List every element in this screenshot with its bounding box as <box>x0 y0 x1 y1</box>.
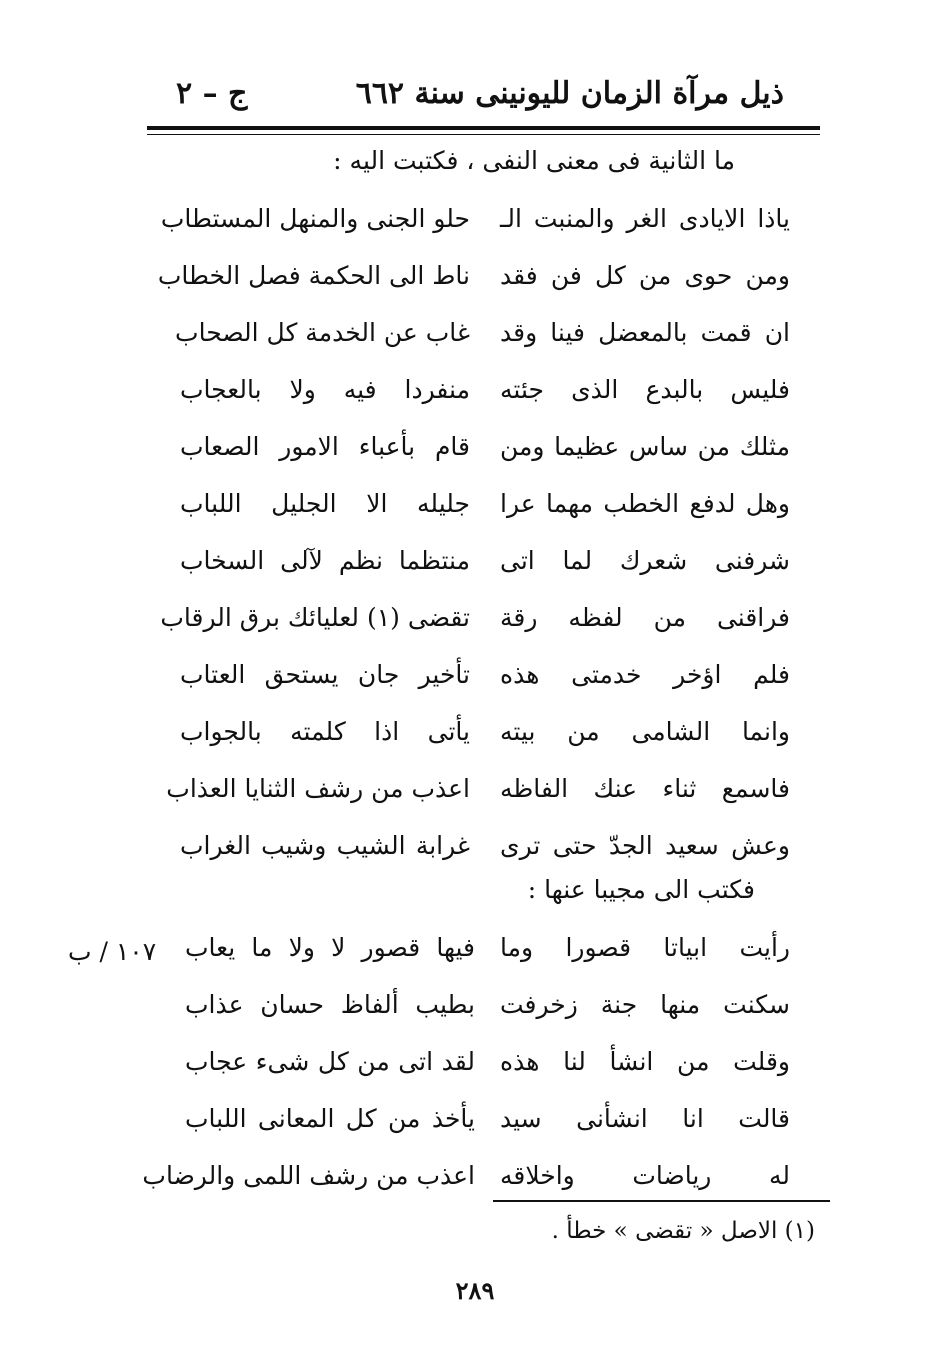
verse-first-hemistich: ومن حوى من كل فن فقد <box>500 261 790 290</box>
volume-label: ج – ٢ <box>176 76 248 111</box>
verse <box>180 652 790 709</box>
verse-first-hemistich: قالت انا انشأنى سيد <box>500 1104 790 1133</box>
verse <box>157 253 790 310</box>
header-title: ذيل مرآة الزمان لليونينى سنة ٦٦٢ <box>355 76 784 111</box>
verse-second-hemistich: فيها قصور لا ولا ما يعاب <box>185 933 475 962</box>
verse <box>180 538 790 595</box>
verse-second-hemistich: غاب عن الخدمة كل الصحاب <box>175 318 470 347</box>
verse-first-hemistich: فلم اؤخر خدمتى هذه <box>500 660 790 689</box>
verse-second-hemistich: قام بأعباء الامور الصعاب <box>180 432 470 461</box>
verse <box>166 766 790 823</box>
verse <box>180 481 790 538</box>
verse-first-hemistich: فليس بالبدع الذى جئته <box>500 375 790 404</box>
verse-second-hemistich: لقد اتى من كل شىء عجاب <box>185 1047 475 1076</box>
reply-poem-verses <box>142 925 790 1210</box>
verse-first-hemistich: وقلت من انشأ لنا هذه <box>500 1047 790 1076</box>
verse <box>180 367 790 424</box>
header-rule-thick <box>147 126 820 130</box>
verse <box>185 925 790 982</box>
verse <box>175 310 790 367</box>
verse-second-hemistich: بطيب ألفاظ حسان عذاب <box>185 990 475 1019</box>
verse <box>160 595 790 652</box>
verse <box>160 196 790 253</box>
verse <box>180 424 790 481</box>
verse-first-hemistich: ان قمت بالمعضل فينا وقد <box>500 318 790 347</box>
section-line: فكتب الى مجيبا عنها : <box>527 875 755 904</box>
verse-first-hemistich: شرفنى شعرك لما اتى <box>500 546 790 575</box>
verse-first-hemistich: سكنت منها جنة زخرفت <box>500 990 790 1019</box>
footnote: (١) الاصل « تقضى » خطأ . <box>551 1218 815 1244</box>
header-rule-thin <box>147 134 820 135</box>
verse-first-hemistich: مثلك من ساس عظيما ومن <box>500 432 790 461</box>
verse-second-hemistich: تأخير جان يستحق العتاب <box>180 660 470 689</box>
verse-second-hemistich: يأخذ من كل المعانى اللباب <box>185 1104 475 1133</box>
verse-second-hemistich: يأتى اذا كلمته بالجواب <box>180 717 470 746</box>
verse-second-hemistich: جليله الا الجليل اللباب <box>180 489 470 518</box>
verse <box>185 1096 790 1153</box>
verse-second-hemistich: غرابة الشيب وشيب الغراب <box>180 831 470 860</box>
verse-first-hemistich: وهل لدفع الخطب مهما عرا <box>500 489 790 518</box>
verse-first-hemistich: فراقنى من لفظه رقة <box>500 603 790 632</box>
verse <box>180 823 790 880</box>
intro-line: ما الثانية فى معنى النفى ، فكتبت اليه : <box>333 146 735 175</box>
verse-second-hemistich: منفردا فيه ولا بالعجاب <box>180 375 470 404</box>
verse-first-hemistich: وانما الشامى من بيته <box>500 717 790 746</box>
verse-first-hemistich: رأيت ابياتا قصورا وما <box>500 933 790 962</box>
verse-first-hemistich: فاسمع ثناء عنك الفاظه <box>500 774 790 803</box>
verse-first-hemistich: وعش سعيد الجدّ حتى ترى <box>500 831 790 860</box>
manuscript-folio-note: ١٠٧ / ب <box>68 937 157 966</box>
footnote-rule <box>493 1200 830 1202</box>
verse <box>180 709 790 766</box>
page-number: ٢٨٩ <box>455 1276 495 1305</box>
verse-second-hemistich: تقضى (١) لعليائك برق الرقاب <box>160 603 470 632</box>
poem-verses <box>157 196 790 880</box>
verse <box>185 1039 790 1096</box>
verse-second-hemistich: منتظما نظم لآلى السخاب <box>180 546 470 575</box>
verse-second-hemistich: ناط الى الحكمة فصل الخطاب <box>157 261 470 290</box>
verse-first-hemistich: له رياضات واخلاقه <box>500 1161 790 1190</box>
verse-second-hemistich: اعذب من رشف الثنايا العذاب <box>166 774 470 803</box>
verse-second-hemistich: اعذب من رشف اللمى والرضاب <box>142 1161 475 1190</box>
verse-first-hemistich: ياذا الايادى الغر والمنبت الـ <box>500 204 790 233</box>
verse-second-hemistich: حلو الجنى والمنهل المستطاب <box>160 204 470 233</box>
running-header <box>150 70 820 120</box>
verse <box>185 982 790 1039</box>
